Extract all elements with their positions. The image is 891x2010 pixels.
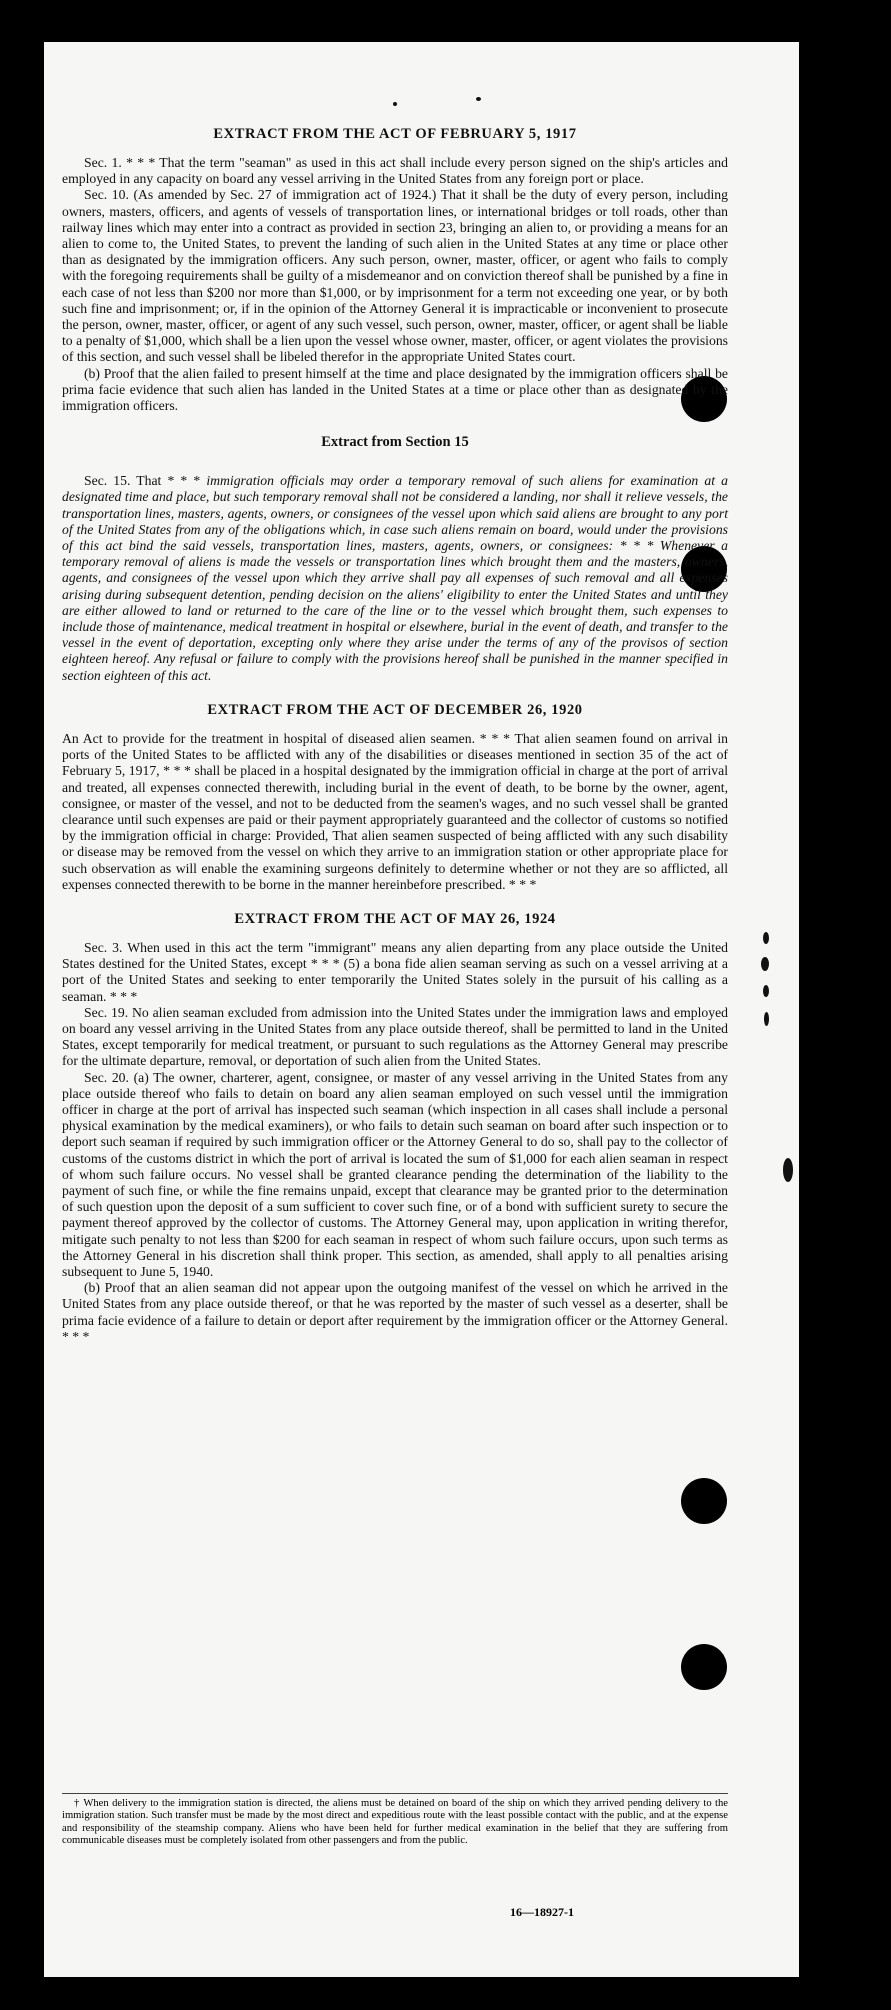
heading-act-1924: EXTRACT FROM THE ACT OF MAY 26, 1924 — [234, 910, 556, 927]
sec-15-body: immigration officials may order a temporary removal of such aliens for examination at a designated time and place, but such temporary removal shall not be considered a landing, nor shall it relieve vessels, the transportation lines, masters, agents, owners, or consignees of the vessel upon which said aliens are brought to any port of the United States from any of the obligations which, in case such aliens remain on board, would under the provisions of this act bind the said vessels, transportation lines, masters, agents, owners, or consignees: * * * Whenever a temporary removal of aliens is made the vessels or transportation lines which brought them and the masters, owners, agents, and consignees of the vessel upon which they arrive shall pay all expenses of such removal and all expenses arising during subsequent detention, pending decision on the aliens' eligibility to enter the United States and until they are either allowed to land or returned to the care of the line or to the vessel which brought them, such expenses to include those of maintenance, medical treatment in hospital or elsewhere, burial in the event of death, and transfer to the vessel in the event of deportation, excepting only where they arise under the terms of any of the provisos of section eighteen hereof. Any refusal or failure to comply with the provisions hereof shall be punished in the manner specified in section eighteen of this act. — [62, 473, 728, 683]
paragraph-sec-15 — [62, 473, 728, 684]
paragraph-sec-20-b: (b) Proof that an alien seaman did not appear upon the outgoing manifest of the vessel on which he arrived in the United States from any place outside thereof, or that he was reported by the master of such vessel as a deserter, shall be prima facie evidence of a failure to detain or deport after requirement by the immigration officer or the Attorney General. * * * — [62, 1280, 728, 1344]
scan-artifact — [761, 957, 769, 971]
form-code: 16—18927-1 — [510, 1905, 574, 1919]
footnote-rule — [62, 1793, 728, 1794]
punch-hole — [681, 1644, 727, 1690]
paragraph-sec-3: Sec. 3. When used in this act the term "immigrant" means any alien departing from any place outside the United States destined for the United States, except * * * (5) a bona fide alien seaman serving as such on a vessel arriving at a port of the United States and seeking to enter temporarily the United States solely in the pursuit of his calling as a seaman. * * * — [62, 939, 728, 1004]
paragraph-sec-19: Sec. 19. No alien seaman excluded from admission into the United States under the immigration laws and employed on board any vessel arriving in the United States from any place outside thereof, shall be permitted to land in the United States, except temporarily for medical treatment, or pursuant to such regulations as the Attorney General may prescribe for the ultimate departure, removal, or deportation of such alien from the United States. — [62, 1004, 728, 1069]
heading-act-1917: EXTRACT FROM THE ACT OF FEBRUARY 5, 1917 — [213, 126, 577, 142]
scan-artifact — [763, 985, 769, 997]
heading-act-1920: EXTRACT FROM THE ACT OF DECEMBER 26, 1920 — [207, 701, 583, 718]
punch-hole — [681, 1478, 727, 1524]
scan-artifact — [764, 1012, 769, 1026]
footnote — [62, 1793, 728, 1847]
sec-15-lead: Sec. 15. That * * * — [84, 473, 207, 489]
paragraph-sec-10: Sec. 10. (As amended by Sec. 27 of immigration act of 1924.) That it shall be the duty of every person, including owners, masters, officers, and agents of vessels of transportation lines, or international bridges or toll roads, other than railway lines which may enter into a contract as provided in section 23, bringing an alien to, or providing a means for an alien to come to, the United States, to prevent the landing of such alien in the United States at any time or place other than as designated by the immigration officers. Any such person, owner, master, officer, or agent who fails to comply with the foregoing requirements shall be guilty of a misdemeanor and on conviction thereof shall be punished by a fine in each case of not less than $200 nor more than $1,000, or by imprisonment for a term not exceeding one year, or by both such fine and imprisonment; or, if in the opinion of the Attorney General it is impracticable or inconvenient to prosecute the person, owner, master, officer, or agent of any such vessel, such person, owner, master, officer, or agent shall be liable to a penalty of $1,000, which shall be a lien upon the vessel whose owner, master, officer, or agent violates the provisions of this section, and such vessel shall be libeled therefor in the appropriate United States court. — [62, 187, 728, 365]
scan-artifact — [763, 932, 769, 944]
paragraph-sec-20-a: Sec. 20. (a) The owner, charterer, agent, consignee, or master of any vessel arriving in the United States from any place outside thereof who fails to detain on board any alien seaman employed on such vessel until the immigration officer in charge at the port of arrival has inspected such seaman (which inspection in all cases shall include a personal physical examination by the medical examiners), or who fails to detain such seaman on board after such inspection or to deport such seaman if required by such immigration officer or the Attorney General to do so, shall pay to the collector of customs of the customs district in which the port of arrival is located the sum of $1,000 for each alien seaman in respect of whom such failure occurs. No vessel shall be granted clearance pending the determination of the liability to the payment of such fine, or while the fine remains unpaid, except that clearance may be granted prior to the determination of such question upon the deposit of a sum sufficient to cover such fine, or of a bond with sufficient surety to secure the payment thereof approved by the collector of customs. The Attorney General may, upon application in writing therefor, mitigate such penalty to not less than $200 for each seaman in respect of whom such failure occurs, upon such terms as the Attorney General in his discretion shall think proper. This section, as amended, shall apply to all penalties arising subsequent to June 5, 1940. — [62, 1069, 728, 1279]
document-body — [62, 126, 728, 1345]
marginal-speck — [393, 102, 397, 106]
scan-artifact — [783, 1158, 793, 1182]
footnote-text: † When delivery to the immigration station is directed, the aliens must be detained on board of the ship on which they arrived pending delivery to the immigration station. Such transfer must be made by the most direct and expeditious route with the least possible contact with the public, and at the expense and responsibility of the steamship company. Aliens who have been held for further medical examination in the belief that they are suffering from communicable diseases must be completely isolated from other passengers and from the public. — [62, 1798, 728, 1846]
paragraph-act-1920: An Act to provide for the treatment in hospital of diseased alien seamen. * * * That alien seamen found on arrival in ports of the United States to be afflicted with any of the disabilities or diseases mentioned in section 35 of the act of February 5, 1917, * * * shall be placed in a hospital designated by the immigration official in charge at the port of arrival and treated, all expenses connected therewith, including burial in the event of death, to be borne by the owner, agent, consignee, or master of the vessel, and not to be deducted from the seamen's wages, and no such vessel shall be granted clearance until such expenses are paid or their payment appropriately guaranteed and the collector of customs so notified by the immigration official in charge: Provided, That alien seamen suspected of being afflicted with any such disability or disease may be removed from the vessel on which they arrive to an immigration station or other appropriate place for such observation as will enable the examining surgeons definitely to determine whether or not they are so afflicted, all expenses connected therewith to be borne in the manner hereinbefore prescribed. * * * — [62, 730, 728, 892]
marginal-speck — [476, 97, 481, 101]
paragraph-sec-1: Sec. 1. * * * That the term "seaman" as used in this act shall include every person signed on the ship's articles and employed in any capacity on board any vessel arriving in the United States from any foreign port or place. — [62, 155, 728, 187]
heading-section-15: Extract from Section 15 — [321, 434, 469, 451]
paragraph-sec-10-b: (b) Proof that the alien failed to present himself at the time and place designated by the immigration officers shall be prima facie evidence that such alien has landed in the United States at a time or place other than as designated by the immigration officers. — [62, 365, 728, 414]
